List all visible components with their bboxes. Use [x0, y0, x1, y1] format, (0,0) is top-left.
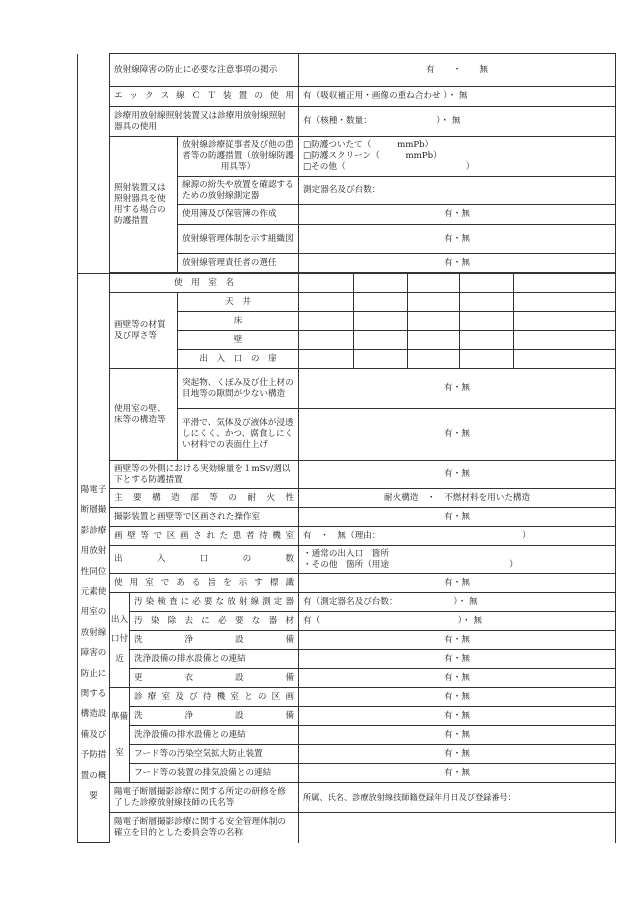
protection-shield-option: □防護スクリーン（ mmPb） — [303, 151, 442, 161]
prep-4-label: フード等の汚染空気拡大防止装置 — [130, 745, 299, 764]
row-technician — [78, 783, 616, 813]
prep-1-label: 診療室及び待機室との区画 — [130, 688, 299, 707]
prep-3-yes-no: 有・無 — [299, 726, 616, 745]
near-5-label: 更 衣 設 備 — [130, 669, 299, 688]
caution-notice-yes-no: 有 ・ 無 — [299, 54, 616, 87]
wall-cell-4[interactable] — [460, 331, 514, 350]
row-sign — [78, 574, 616, 593]
technician-value: 所属、氏名、診療放射線技師籍登録年月日及び登録番号： — [299, 783, 616, 813]
ceiling-cell-3[interactable] — [408, 293, 460, 312]
row-near-5 — [78, 669, 616, 688]
ceiling-label: 天 井 — [178, 293, 299, 312]
prep-1-yes-no: 有・無 — [299, 688, 616, 707]
entrance-normal: ・通常の出入口 箇所 — [303, 548, 389, 559]
room-name-cell-4[interactable] — [460, 274, 514, 293]
near-2-label: 汚染除去に必要な器材 — [130, 612, 299, 631]
irradiation-device-value: 有（核種・数量： ）・ 無 — [299, 107, 616, 137]
row-prep-4 — [78, 745, 616, 764]
protection-screen-option: □防護ついたて（ mmPb） — [303, 140, 434, 150]
org-chart-yes-no: 有・無 — [299, 225, 616, 254]
row-near-2 — [78, 612, 616, 631]
dose-yes-no: 有・無 — [299, 461, 616, 489]
fire-value: 耐火構造 ・ 不燃材料を用いた構造 — [299, 489, 616, 508]
operation-label: 撮影装置と画壁等で区画された操作室 — [110, 508, 299, 527]
ct-usage-value: 有（吸収補正用・画像の重ね合わせ ）・ 無 — [299, 87, 616, 107]
prep-2-label: 洗 浄 設 備 — [130, 707, 299, 726]
row-near-4 — [78, 650, 616, 669]
row-near-3 — [78, 631, 616, 650]
row-prep-3 — [78, 726, 616, 745]
pet-side-label: 陽電子断層撮影診療用放射性同位元素使用室の放射線障害の防止に関する構造設備及び予防措置の概要 — [78, 274, 110, 843]
measuring-instrument-label: 線源の紛失や放置を確認するための放射線測定器 — [178, 177, 299, 205]
room-name-cell-1[interactable] — [299, 274, 354, 293]
row-prep-1 — [78, 688, 616, 707]
waiting-label: 画壁等で区画された患者待機室 — [110, 527, 299, 546]
row-dose — [78, 461, 616, 489]
caution-notice-label: 放射線障害の防止に必要な注意事項の掲示 — [110, 54, 299, 87]
row-ct-usage — [78, 87, 616, 107]
prep-room-label: 準備室 — [110, 688, 130, 783]
sign-label: 使用室である旨を示す標識 — [110, 574, 299, 593]
wall-label: 壁 — [178, 331, 299, 350]
door-cell-1[interactable] — [299, 350, 354, 369]
entrance-other: ・その他 箇所（用途 ） — [303, 559, 518, 570]
struct-1-yes-no: 有・無 — [299, 369, 616, 409]
logbook-yes-no: 有・無 — [299, 205, 616, 225]
prep-4-yes-no: 有・無 — [299, 745, 616, 764]
door-cell-2[interactable] — [354, 350, 408, 369]
row-struct-1 — [78, 369, 616, 409]
waiting-value: 有 ・ 無（理由： ） — [299, 527, 616, 546]
wall-cell-3[interactable] — [408, 331, 460, 350]
near-5-yes-no: 有・無 — [299, 669, 616, 688]
operation-yes-no: 有・無 — [299, 508, 616, 527]
entrance-value — [299, 546, 616, 574]
floor-cell-5[interactable] — [514, 312, 616, 331]
row-ceiling — [78, 293, 616, 312]
entrance-label: 出 入 口 の 数 — [110, 546, 299, 574]
manager-label: 放射線管理責任者の選任 — [178, 254, 299, 273]
floor-cell-2[interactable] — [354, 312, 408, 331]
row-waiting — [78, 527, 616, 546]
logbook-label: 使用簿及び保管簿の作成 — [178, 205, 299, 225]
org-chart-label: 放射線管理体制を示す組織図 — [178, 225, 299, 254]
near-entrance-label: 出入口付近 — [110, 593, 130, 688]
row-entrance — [78, 546, 616, 574]
prep-3-label: 洗浄設備の排水設備との連結 — [130, 726, 299, 745]
row-operation — [78, 508, 616, 527]
floor-cell-3[interactable] — [408, 312, 460, 331]
irradiation-device-label: 診療用放射線照射装置又は診療用放射線照射器具の使用 — [110, 107, 299, 137]
protection-measures-label: 放射線診療従事者及び他の患者等の防護措置（放射線防護用具等） — [178, 137, 299, 177]
left-margin-cell-top — [78, 54, 110, 274]
row-prep-5 — [78, 764, 616, 783]
near-3-yes-no: 有・無 — [299, 631, 616, 650]
prep-2-yes-no: 有・無 — [299, 707, 616, 726]
wall-cell-1[interactable] — [299, 331, 354, 350]
struct-label: 使用室の壁、床等の構造等 — [110, 369, 178, 461]
struct-2-label: 平滑で、気体及び液体が浸透しにくく、かつ、腐食しにくい材料での表面仕上げ — [178, 409, 299, 461]
row-protection-measures — [78, 137, 616, 177]
near-1-value: 有（測定器名及び台数： ）・ 無 — [299, 593, 616, 612]
row-room-name — [78, 274, 616, 293]
fire-label: 主要構造部等の耐火性 — [110, 489, 299, 508]
room-name-label: 使 用 室 名 — [110, 274, 299, 293]
manager-yes-no: 有・無 — [299, 254, 616, 273]
wall-cell-5[interactable] — [514, 331, 616, 350]
protection-group-label: 照射装置又は照射器具を使用する場合の防護措置 — [110, 137, 178, 273]
door-cell-5[interactable] — [514, 350, 616, 369]
dose-label: 画壁等の外側における実効線量を１mSv/週以下とする防護措置 — [110, 461, 299, 489]
ct-usage-label: エックス線ＣＴ装置の使用 — [110, 87, 299, 107]
floor-label: 床 — [178, 312, 299, 331]
door-cell-4[interactable] — [460, 350, 514, 369]
facility-form-table — [77, 53, 616, 843]
committee-value[interactable] — [299, 813, 616, 843]
protection-other-option: □その他（ ） — [303, 162, 475, 172]
sign-yes-no: 有・無 — [299, 574, 616, 593]
prep-5-label: フード等の装置の排気設備との連結 — [130, 764, 299, 783]
near-4-yes-no: 有・無 — [299, 650, 616, 669]
door-cell-3[interactable] — [408, 350, 460, 369]
struct-2-yes-no: 有・無 — [299, 409, 616, 461]
ceiling-cell-5[interactable] — [514, 293, 616, 312]
struct-1-label: 突起物、くぼみ及び仕上材の目地等の隙間が少ない構造 — [178, 369, 299, 409]
near-2-value: 有（ ）・ 無 — [299, 612, 616, 631]
ceiling-cell-1[interactable] — [299, 293, 354, 312]
committee-label: 陽電子断層撮影診療に関する安全管理体制の確立を目的とした委員会等の名称 — [110, 813, 299, 843]
ceiling-cell-2[interactable] — [354, 293, 408, 312]
row-caution-notice — [78, 54, 616, 87]
room-name-cell-5[interactable] — [514, 274, 616, 293]
measuring-instrument-value: 測定器名及び台数： — [299, 177, 616, 205]
wall-cell-2[interactable] — [354, 331, 408, 350]
row-prep-2 — [78, 707, 616, 726]
prep-5-yes-no: 有・無 — [299, 764, 616, 783]
row-near-1 — [78, 593, 616, 612]
floor-cell-4[interactable] — [460, 312, 514, 331]
near-4-label: 洗浄設備の排水設備との連結 — [130, 650, 299, 669]
room-name-cell-2[interactable] — [354, 274, 408, 293]
row-fire — [78, 489, 616, 508]
wall-material-label: 画壁等の材質及び厚さ等 — [110, 293, 178, 369]
row-irradiation-device — [78, 107, 616, 137]
near-3-label: 洗 浄 設 備 — [130, 631, 299, 650]
floor-cell-1[interactable] — [299, 312, 354, 331]
row-committee — [78, 813, 616, 843]
door-label: 出 入 口 の 扉 — [178, 350, 299, 369]
protection-measures-value — [299, 137, 616, 177]
room-name-cell-3[interactable] — [408, 274, 460, 293]
technician-label: 陽電子断層撮影診療に関する所定の研修を修了した診療放射線技師の氏名等 — [110, 783, 299, 813]
near-1-label: 汚染検査に必要な放射線測定器 — [130, 593, 299, 612]
ceiling-cell-4[interactable] — [460, 293, 514, 312]
